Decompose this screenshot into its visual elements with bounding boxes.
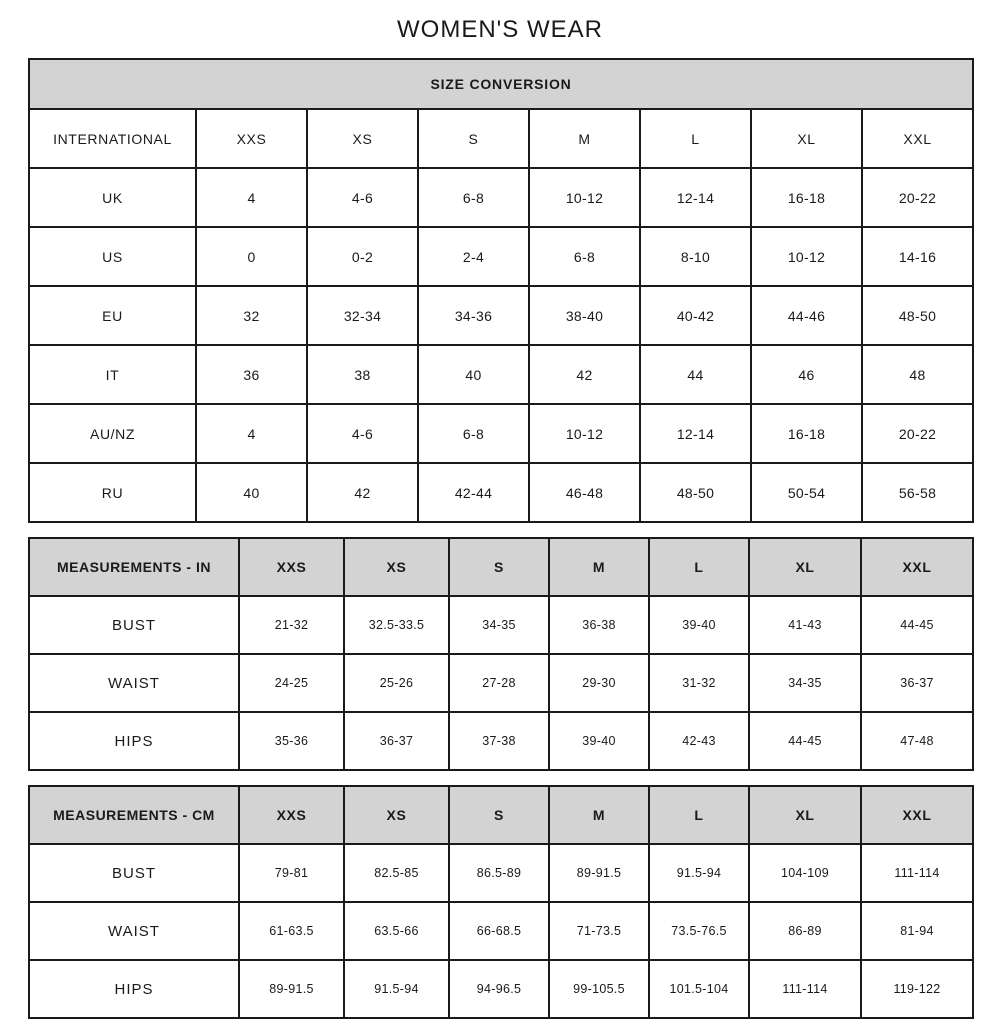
cell-in-waist-l: 31-32 (649, 654, 749, 712)
measurements-cm-table (28, 785, 974, 1019)
cell-ru-xl: 50-54 (751, 463, 862, 522)
header-measurements-cm: MEASUREMENTS - CM (29, 786, 239, 844)
table-header-row (29, 786, 973, 844)
table-row (29, 844, 973, 902)
cell-eu-xxs: 32 (196, 286, 307, 345)
header-in-xs: XS (344, 538, 449, 596)
cell-in-waist-xs: 25-26 (344, 654, 449, 712)
table-row (29, 227, 973, 286)
cell-it-xxl: 48 (862, 345, 973, 404)
cell-aunz-xl: 16-18 (751, 404, 862, 463)
cell-ru-m: 46-48 (529, 463, 640, 522)
column-header-xl: XL (751, 109, 862, 168)
cell-cm-waist-m: 71-73.5 (549, 902, 649, 960)
table-banner-row (29, 59, 973, 109)
cell-in-hips-xl: 44-45 (749, 712, 861, 770)
header-in-m: M (549, 538, 649, 596)
column-header-xxl: XXL (862, 109, 973, 168)
row-label-cm-waist: WAIST (29, 902, 239, 960)
row-label-us: US (29, 227, 196, 286)
column-header-s: S (418, 109, 529, 168)
cell-cm-bust-l: 91.5-94 (649, 844, 749, 902)
header-in-l: L (649, 538, 749, 596)
row-label-aunz: AU/NZ (29, 404, 196, 463)
table-row (29, 463, 973, 522)
cell-cm-hips-m: 99-105.5 (549, 960, 649, 1018)
cell-cm-bust-s: 86.5-89 (449, 844, 549, 902)
header-in-xxl: XXL (861, 538, 973, 596)
header-in-xxs: XXS (239, 538, 344, 596)
row-label-in-bust: BUST (29, 596, 239, 654)
cell-ru-xxs: 40 (196, 463, 307, 522)
header-cm-m: M (549, 786, 649, 844)
table-row (29, 404, 973, 463)
cell-cm-hips-xxl: 119-122 (861, 960, 973, 1018)
header-cm-xxl: XXL (861, 786, 973, 844)
cell-uk-xs: 4-6 (307, 168, 418, 227)
cell-eu-l: 40-42 (640, 286, 751, 345)
table-row (29, 345, 973, 404)
cell-cm-bust-xxl: 111-114 (861, 844, 973, 902)
cell-eu-xs: 32-34 (307, 286, 418, 345)
header-cm-xs: XS (344, 786, 449, 844)
cell-in-waist-xxl: 36-37 (861, 654, 973, 712)
table-row (29, 902, 973, 960)
column-header-l: L (640, 109, 751, 168)
cell-in-bust-xxs: 21-32 (239, 596, 344, 654)
cell-in-bust-m: 36-38 (549, 596, 649, 654)
cell-eu-m: 38-40 (529, 286, 640, 345)
cell-cm-bust-xs: 82.5-85 (344, 844, 449, 902)
cell-uk-xxl: 20-22 (862, 168, 973, 227)
cell-cm-waist-xs: 63.5-66 (344, 902, 449, 960)
table-row (29, 654, 973, 712)
cell-eu-s: 34-36 (418, 286, 529, 345)
cell-eu-xl: 44-46 (751, 286, 862, 345)
cell-cm-hips-xl: 111-114 (749, 960, 861, 1018)
column-header-m: M (529, 109, 640, 168)
cell-eu-xxl: 48-50 (862, 286, 973, 345)
cell-cm-bust-xxs: 79-81 (239, 844, 344, 902)
cell-aunz-xs: 4-6 (307, 404, 418, 463)
cell-us-m: 6-8 (529, 227, 640, 286)
measurements-in-table (28, 537, 974, 771)
header-cm-l: L (649, 786, 749, 844)
cell-us-xxl: 14-16 (862, 227, 973, 286)
cell-cm-waist-xxs: 61-63.5 (239, 902, 344, 960)
cell-in-hips-s: 37-38 (449, 712, 549, 770)
header-cm-s: S (449, 786, 549, 844)
table-row (29, 168, 973, 227)
cell-cm-hips-xs: 91.5-94 (344, 960, 449, 1018)
cell-in-waist-m: 29-30 (549, 654, 649, 712)
cell-it-s: 40 (418, 345, 529, 404)
cell-us-s: 2-4 (418, 227, 529, 286)
cell-uk-xxs: 4 (196, 168, 307, 227)
cell-in-hips-l: 42-43 (649, 712, 749, 770)
cell-ru-s: 42-44 (418, 463, 529, 522)
header-measurements-in: MEASUREMENTS - IN (29, 538, 239, 596)
cell-in-waist-xxs: 24-25 (239, 654, 344, 712)
cell-us-xs: 0-2 (307, 227, 418, 286)
table-spacer (28, 771, 972, 785)
cell-in-waist-s: 27-28 (449, 654, 549, 712)
column-header-xs: XS (307, 109, 418, 168)
cell-it-xxs: 36 (196, 345, 307, 404)
cell-in-hips-xs: 36-37 (344, 712, 449, 770)
table-header-row (29, 109, 973, 168)
cell-ru-xxl: 56-58 (862, 463, 973, 522)
cell-aunz-xxs: 4 (196, 404, 307, 463)
cell-aunz-xxl: 20-22 (862, 404, 973, 463)
cell-in-hips-xxs: 35-36 (239, 712, 344, 770)
cell-it-l: 44 (640, 345, 751, 404)
cell-it-m: 42 (529, 345, 640, 404)
cell-in-bust-xl: 41-43 (749, 596, 861, 654)
column-header-international: INTERNATIONAL (29, 109, 196, 168)
cell-in-waist-xl: 34-35 (749, 654, 861, 712)
cell-cm-hips-s: 94-96.5 (449, 960, 549, 1018)
header-in-xl: XL (749, 538, 861, 596)
cell-uk-s: 6-8 (418, 168, 529, 227)
cell-aunz-m: 10-12 (529, 404, 640, 463)
cell-uk-m: 10-12 (529, 168, 640, 227)
cell-cm-hips-xxs: 89-91.5 (239, 960, 344, 1018)
cell-cm-hips-l: 101.5-104 (649, 960, 749, 1018)
cell-in-bust-s: 34-35 (449, 596, 549, 654)
cell-in-bust-xxl: 44-45 (861, 596, 973, 654)
cell-ru-xs: 42 (307, 463, 418, 522)
cell-aunz-s: 6-8 (418, 404, 529, 463)
cell-us-xxs: 0 (196, 227, 307, 286)
table-row (29, 286, 973, 345)
cell-in-bust-l: 39-40 (649, 596, 749, 654)
cell-ru-l: 48-50 (640, 463, 751, 522)
cell-in-bust-xs: 32.5-33.5 (344, 596, 449, 654)
row-label-eu: EU (29, 286, 196, 345)
cell-uk-xl: 16-18 (751, 168, 862, 227)
cell-cm-waist-s: 66-68.5 (449, 902, 549, 960)
row-label-uk: UK (29, 168, 196, 227)
table-row (29, 596, 973, 654)
cell-us-xl: 10-12 (751, 227, 862, 286)
cell-cm-waist-l: 73.5-76.5 (649, 902, 749, 960)
cell-aunz-l: 12-14 (640, 404, 751, 463)
row-label-cm-hips: HIPS (29, 960, 239, 1018)
cell-uk-l: 12-14 (640, 168, 751, 227)
cell-cm-bust-xl: 104-109 (749, 844, 861, 902)
header-cm-xl: XL (749, 786, 861, 844)
cell-cm-waist-xl: 86-89 (749, 902, 861, 960)
cell-cm-bust-m: 89-91.5 (549, 844, 649, 902)
row-label-it: IT (29, 345, 196, 404)
cell-it-xl: 46 (751, 345, 862, 404)
row-label-cm-bust: BUST (29, 844, 239, 902)
row-label-in-hips: HIPS (29, 712, 239, 770)
column-header-xxs: XXS (196, 109, 307, 168)
size-conversion-table (28, 58, 974, 523)
table-spacer (28, 523, 972, 537)
row-label-in-waist: WAIST (29, 654, 239, 712)
cell-cm-waist-xxl: 81-94 (861, 902, 973, 960)
size-conversion-banner: SIZE CONVERSION (29, 59, 973, 109)
cell-it-xs: 38 (307, 345, 418, 404)
table-row (29, 960, 973, 1018)
table-header-row (29, 538, 973, 596)
cell-in-hips-m: 39-40 (549, 712, 649, 770)
cell-us-l: 8-10 (640, 227, 751, 286)
page-title: WOMEN'S WEAR (397, 16, 603, 43)
header-in-s: S (449, 538, 549, 596)
header-cm-xxs: XXS (239, 786, 344, 844)
cell-in-hips-xxl: 47-48 (861, 712, 973, 770)
row-label-ru: RU (29, 463, 196, 522)
table-row (29, 712, 973, 770)
